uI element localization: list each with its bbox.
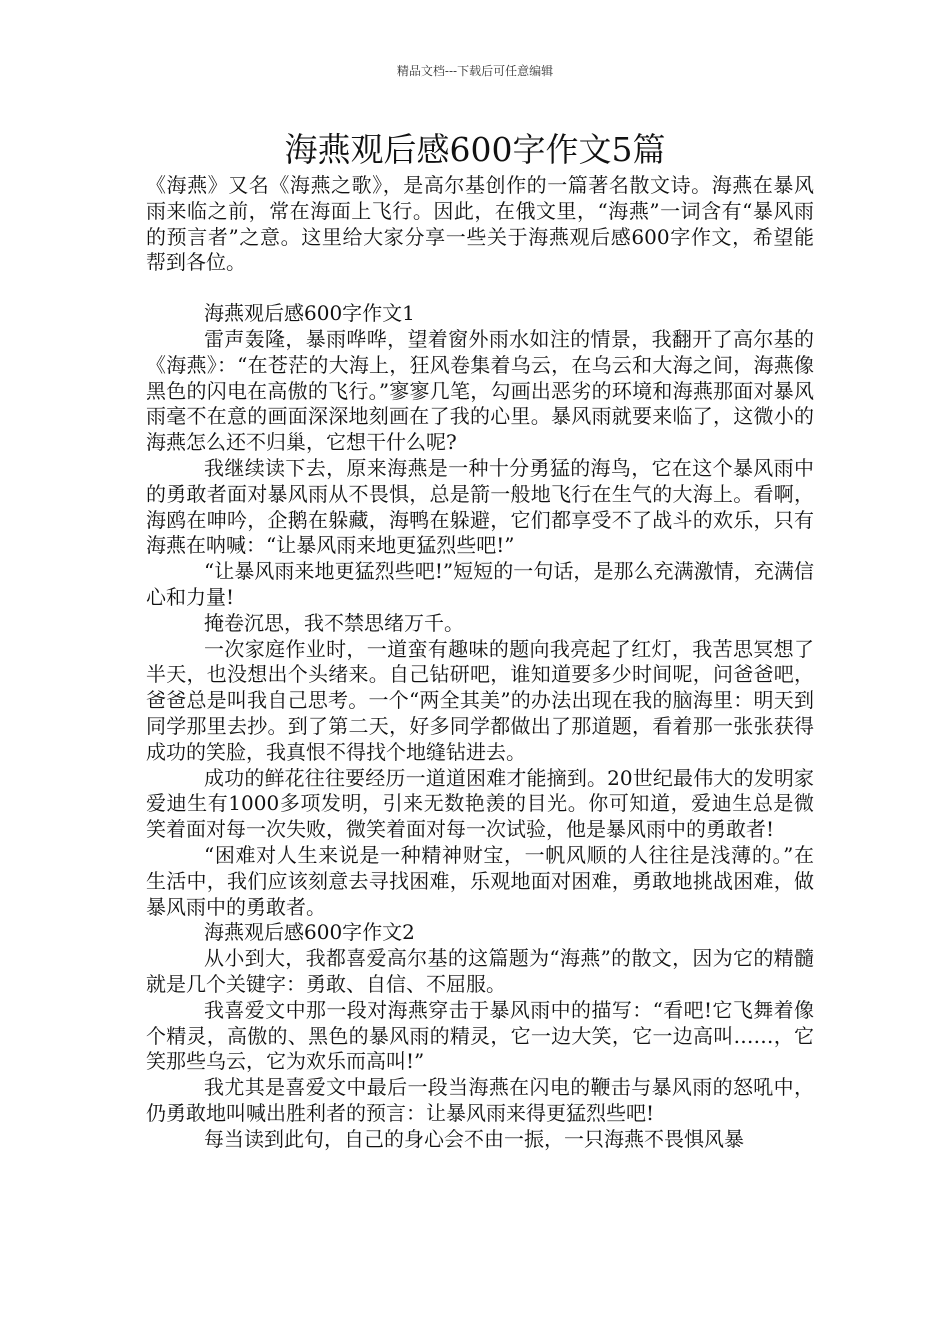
essay-1-paragraph-5: 一次家庭作业时，一道蛮有趣味的题向我亮起了红灯，我苦思冥想了半天，也没想出个头绪来。自己钻研吧，谁知道要多少时间呢，问爸爸吧，爸爸总是叫我自己思考。一个“两全其美”的办法出现在我的脑海里：明天到同学那里去抄。到了第二天，好多同学都做出了那道题，看着那一张张获得成功的笑脸，我真恨不得找个地缝钻进去。 <box>146 636 814 764</box>
essay-1-paragraph-1: 雷声轰隆，暴雨哗哗，望着窗外雨水如注的情景，我翻开了高尔基的《海燕》：“在苍茫的大海上，狂风卷集着乌云，在乌云和大海之间，海燕像黑色的闪电在高傲的飞行。”寥寥几笔，勾画出恶劣的环境和海燕那面对暴风雨毫不在意的画面深深地刻画在了我的心里。暴风雨就要来临了，这微小的海燕怎么还不归巢，它想干什么呢? <box>146 326 814 455</box>
blank-line <box>146 276 814 301</box>
document-title: 海燕观后感600字作文5篇 <box>284 130 666 169</box>
essay-1-paragraph-3: “让暴风雨来地更猛烈些吧!”短短的一句话，是那么充满激情，充满信心和力量! <box>146 559 814 609</box>
document-body <box>146 173 814 1152</box>
essay-1-heading: 海燕观后感600字作文1 <box>204 301 415 326</box>
essay-2-paragraph-2: 我喜爱文中那一段对海燕穿击于暴风雨中的描写：“看吧!它飞舞着像个精灵，高傲的、黑色的暴风雨的精灵，它一边大笑，它一边高叫……，它笑那些乌云，它为欢乐而高叫!” <box>146 997 814 1074</box>
page-header: 精品文档---下载后可任意编辑 <box>396 64 554 78</box>
essay-1-paragraph-2: 我继续读下去，原来海燕是一种十分勇猛的海鸟，它在这个暴风雨中的勇敢者面对暴风雨从不畏惧，总是箭一般地飞行在生气的大海上。看啊，海鸥在呻吟，企鹅在躲藏，海鸭在躲避，它们都享受不了战斗的欢乐，只有海燕在呐喊：“让暴风雨来地更猛烈些吧!” <box>146 455 814 558</box>
essay-1-paragraph-7: “困难对人生来说是一种精神财宝，一帆风顺的人往往是浅薄的。”在生活中，我们应该刻意去寻找困难，乐观地面对困难，勇敢地挑战困难，做暴风雨中的勇敢者。 <box>146 842 814 919</box>
essay-2-paragraph-4: 每当读到此句，自己的身心会不由一振，一只海燕不畏惧风暴 <box>204 1126 744 1151</box>
essay-1-paragraph-4: 掩卷沉思，我不禁思绪万千。 <box>204 610 464 635</box>
essay-2-paragraph-3: 我尤其是喜爱文中最后一段当海燕在闪电的鞭击与暴风雨的怒吼中，仍勇敢地叫喊出胜利者的预言：让暴风雨来得更猛烈些吧! <box>146 1075 814 1125</box>
essay-2-paragraph-1: 从小到大，我都喜爱高尔基的这篇题为“海燕”的散文，因为它的精髓就是几个关键字：勇敢、自信、不屈服。 <box>146 946 814 996</box>
essay-1-paragraph-6: 成功的鲜花往往要经历一道道困难才能摘到。20世纪最伟大的发明家爱迪生有1000多项发明，引来无数艳羡的目光。你可知道，爱迪生总是微笑着面对每一次失败，微笑着面对每一次试验，他是暴风雨中的勇敢者! <box>146 765 814 842</box>
intro-paragraph: 《海燕》又名《海燕之歌》，是高尔基创作的一篇著名散文诗。海燕在暴风雨来临之前，常在海面上飞行。因此，在俄文里，“海燕”一词含有“暴风雨的预言者”之意。这里给大家分享一些关于海燕观后感600字作文，希望能帮到各位。 <box>146 173 814 275</box>
essay-2-heading: 海燕观后感600字作文2 <box>204 920 415 945</box>
